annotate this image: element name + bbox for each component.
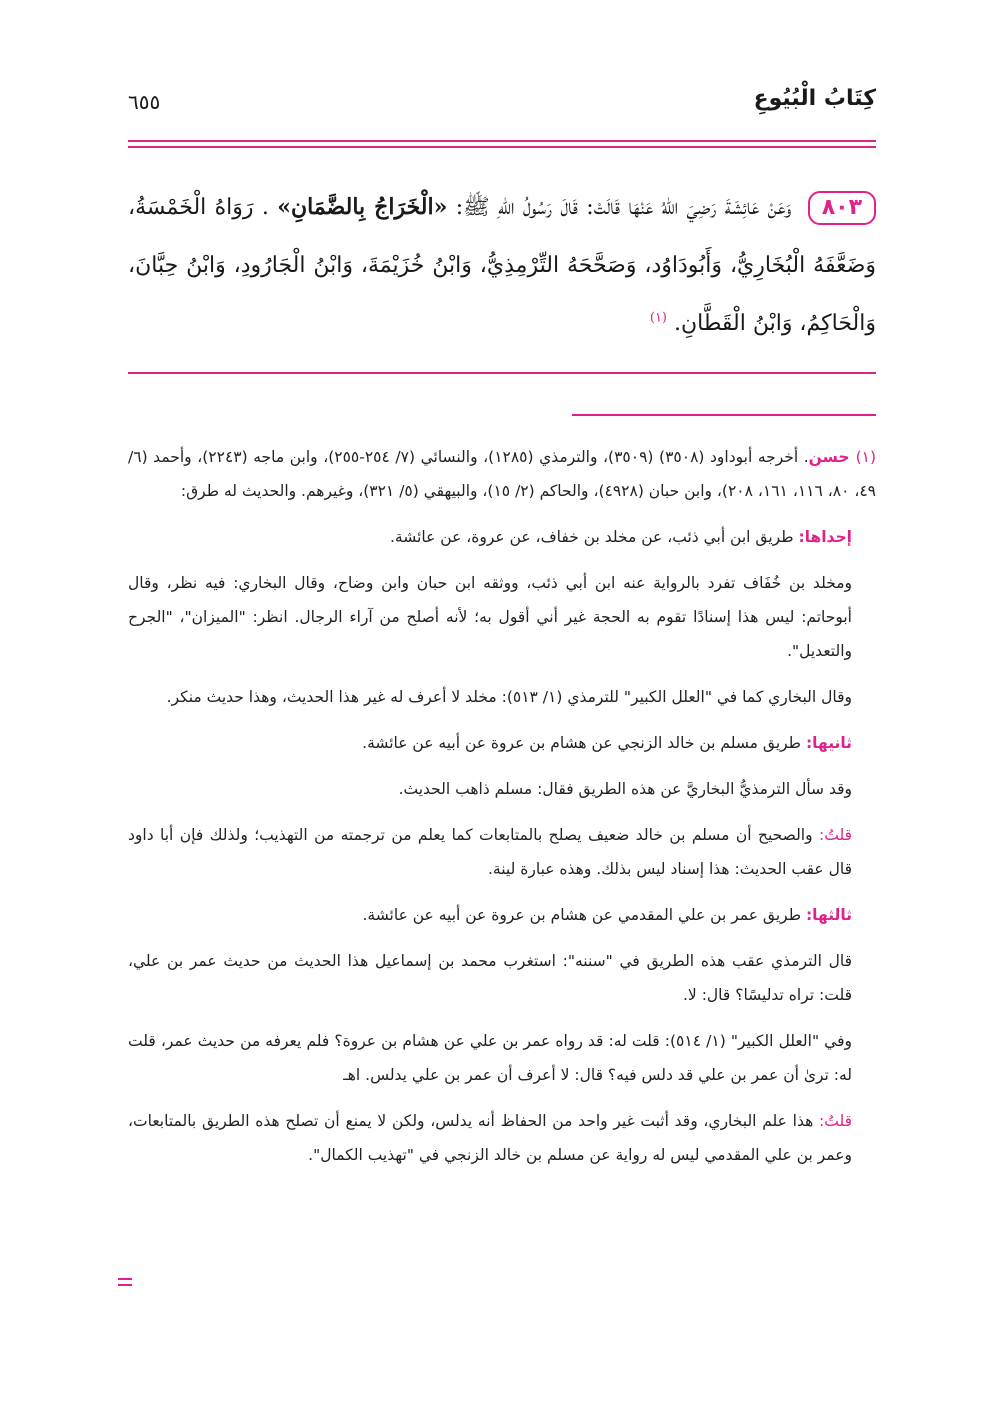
hadith-quote: «الْخَرَاجُ بِالضَّمَانِ» xyxy=(277,194,448,220)
footnotes xyxy=(128,440,876,1184)
page-number: ٦٥٥ xyxy=(128,90,161,114)
footnote-text: هذا علم البخاري، وقد أثبت غير واحد من الحفاظ أنه يدلس، ولكن لا يمنع أن تصلح هذه الطريق بالمتابعات، وعمر بن علي المقدمي ليس له رواية عن مسلم بن خالد الزنجي في "تهذيب الكمال". xyxy=(128,1112,852,1164)
footnote-paragraph xyxy=(128,898,876,932)
footnote-text: قال الترمذي عقب هذه الطريق في "سننه": استغرب محمد بن إسماعيل هذا الحديث من حديث عمر بن علي، قلت: تراه تدليسًا؟ قال: لا. xyxy=(128,952,852,1004)
footnote-paragraph xyxy=(128,440,876,508)
footnote-text: والصحيح أن مسلم بن خالد ضعيف يصلح بالمتابعات كما يعلم من ترجمته من التهذيب؛ ولذلك فإن أبا داود قال عقب الحديث: هذا إسناد ليس بذلك. وهذه عبارة لينة. xyxy=(128,826,852,878)
footnote-paragraph xyxy=(128,944,876,1012)
footnote-text: ومخلد بن خُفَاف تفرد بالرواية عنه ابن أبي ذئب، ووثقه ابن حبان وابن وضاح، وقال البخاري: فيه نظر، وقال أبوحاتم: ليس هذا إسنادًا تقوم به الحجة غير أني أقول به؛ لأنه أصلح من آراء الرجال. انظر: "الميزان"، "الجرح والتعديل". xyxy=(128,574,852,660)
footnote-paragraph xyxy=(128,772,876,806)
footnote-text: . أخرجه أبوداود (٣٥٠٨) (٣٥٠٩)، والترمذي (١٢٨٥)، والنسائي (٧/ ٢٥٤-٢٥٥)، وابن ماجه (٢٢٤٣)، وأحمد (٦/ ٤٩، ٨٠، ١١٦، ١٦١، ٢٠٨)، وابن حبان (٤٩٢٨)، والحاكم (٢/ ١٥)، والبيهقي (٥/ ٣٢١)، وغيرهم. والحديث له طرق: xyxy=(128,448,876,500)
footnote-number: (١) xyxy=(855,448,877,466)
hadith-grade: حسن xyxy=(808,448,850,466)
footnote-text: طريق مسلم بن خالد الزنجي عن هشام بن عروة عن أبيه عن عائشة. xyxy=(362,734,806,752)
footnote-paragraph xyxy=(128,680,876,714)
hadith-divider xyxy=(128,372,876,374)
footnote-paragraph xyxy=(128,520,876,554)
footnote-text: طريق ابن أبي ذئب، عن مخلد بن خفاف، عن عروة، عن عائشة. xyxy=(390,528,799,546)
footnote-text: وقد سأل الترمذيُّ البخاريَّ عن هذه الطريق فقال: مسلم ذاهب الحديث. xyxy=(398,780,852,798)
page-header xyxy=(128,86,876,134)
author-note-label: قلتُ: xyxy=(819,826,852,844)
footnote-paragraph xyxy=(128,566,876,668)
route-label: ثانيها: xyxy=(805,734,852,752)
header-rule-bottom xyxy=(128,146,876,148)
footnote-text: وفي "العلل الكبير" (١/ ٥١٤): قلت له: قد رواه عمر بن علي عن هشام بن عروة؟ فلم يعرفه من حديث عمر، قلت له: ترىٰ أن عمر بن علي قد دلس فيه؟ قال: لا أعرف أن عمر بن علي يدلس. اهـ xyxy=(128,1032,852,1084)
author-note-label: قلتُ: xyxy=(819,1112,852,1130)
continuation-mark xyxy=(118,1278,132,1290)
header-rule-top xyxy=(128,140,876,142)
footnote-paragraph xyxy=(128,726,876,760)
footnote-paragraph xyxy=(128,1024,876,1092)
hadith-text xyxy=(128,178,876,353)
footnote-paragraph xyxy=(128,1104,876,1172)
hadith-intro: وَعَنْ عَائِشَةَ رَضِيَ اللهُ عَنْهَا قَالَتْ: قَالَ رَسُولُ اللهِ ﷺ: xyxy=(447,195,792,220)
hadith-rest: . رَوَاهُ الْخَمْسَةُ، وَضَعَّفَهُ الْبُخَارِيُّ، وَأَبُودَاوُد، وَصَحَّحَهُ التِّرْمِذِيُّ، وَابْنُ خُزَيْمَةَ، وَابْنُ الْجَارُودِ، وَابْنُ حِبَّانَ، وَالْحَاكِمُ، وَابْنُ الْقَطَّانِ. xyxy=(128,195,876,336)
footnote-paragraph xyxy=(128,818,876,886)
footnote-text: طريق عمر بن علي المقدمي عن هشام بن عروة عن أبيه عن عائشة. xyxy=(362,906,806,924)
footnote-ref[interactable]: (١) xyxy=(649,310,667,326)
hadith-number-badge: ٨٠٣ xyxy=(808,191,876,225)
route-label: إحداها: xyxy=(798,528,852,546)
footnote-text: وقال البخاري كما في "العلل الكبير" للترمذي (١/ ٥١٣): مخلد لا أعرف له غير هذا الحديث، وهذا حديث منكر. xyxy=(166,688,852,706)
route-label: ثالثها: xyxy=(805,906,852,924)
footnote-separator xyxy=(572,414,876,416)
book-title: كِتَابُ الْبُيُوعِ xyxy=(753,86,876,111)
